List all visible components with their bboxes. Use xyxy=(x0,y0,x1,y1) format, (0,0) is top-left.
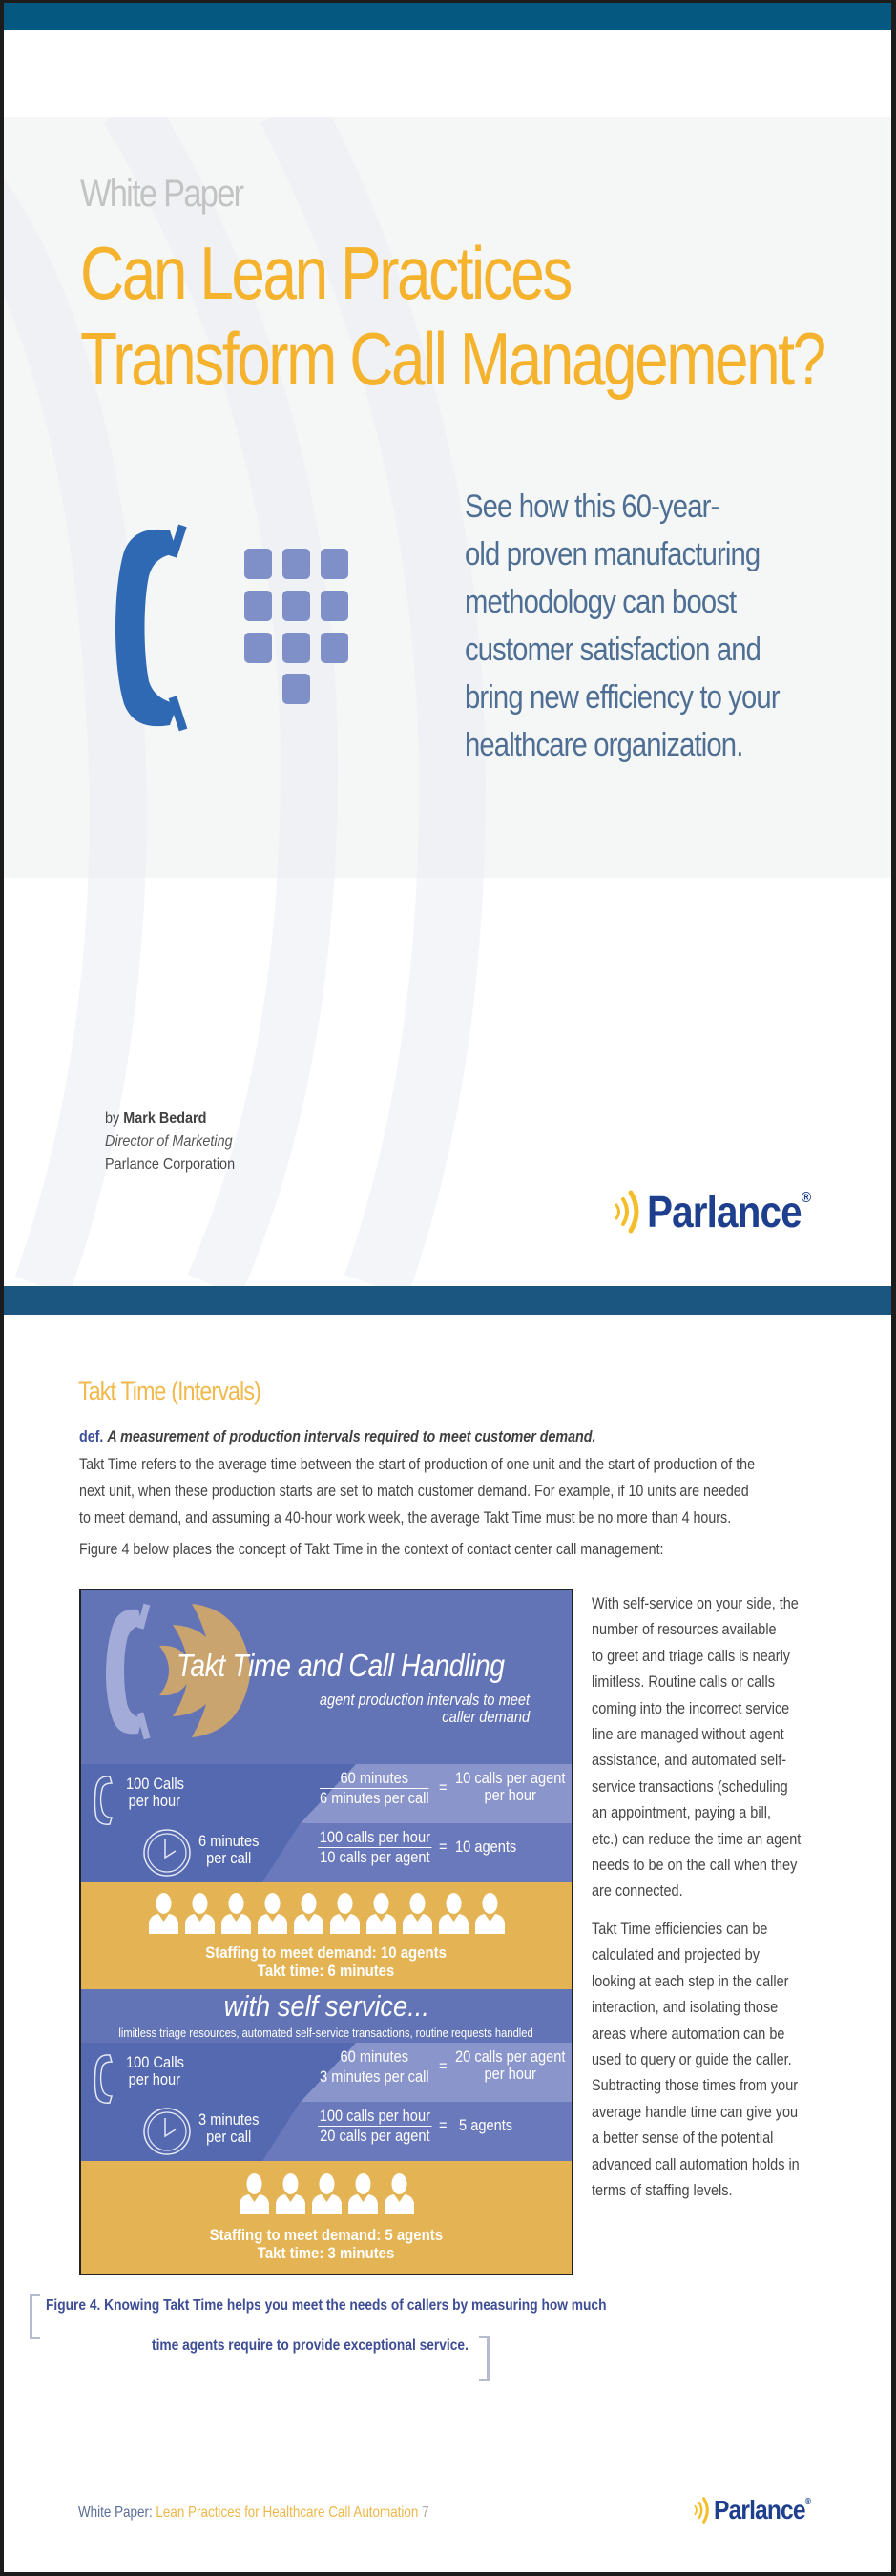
tagline-line: See how this 60-year- xyxy=(465,488,719,525)
equation-calls-per-agent: 60 minutes 3 minutes per call xyxy=(320,2047,429,2086)
side-paragraph-2: Takt Time efficiencies can be calculated and projected by looking at each step in the caller interaction, and isolating those areas where automation can be used to query or guide the caller. Subtracting those times from your average handle time can give you a better sense of the potential advanced call automation holds in terms of staffing levels. xyxy=(592,1920,800,2200)
footer-title: Lean Practices for Healthcare Call Automation xyxy=(156,2504,419,2521)
author-byline xyxy=(105,1108,235,1176)
document-type-label: White Paper xyxy=(80,173,243,215)
caption-line-1: Figure 4. Knowing Takt Time helps you meet the needs of callers by measuring how much xyxy=(46,2297,607,2314)
equation-agents-needed: 100 calls per hour 10 calls per agent xyxy=(319,1828,430,1866)
equals-sign: = xyxy=(439,1838,448,1856)
author-company: Parlance Corporation xyxy=(105,1156,236,1173)
phone-outline-icon xyxy=(93,1774,121,1827)
definition-text: A measurement of production intervals required to meet customer demand. xyxy=(107,1427,596,1445)
agent-person-icon xyxy=(183,1892,217,1934)
takt-time-infographic xyxy=(79,1589,573,2275)
caption-bracket-right xyxy=(479,2336,490,2381)
agent-person-icon xyxy=(437,1892,470,1934)
agents-result: 10 agents xyxy=(455,1838,517,1856)
handle-time-label: 3 minutes per call xyxy=(198,2110,260,2146)
parlance-logo xyxy=(613,1186,833,1237)
sound-waves-icon xyxy=(693,2496,714,2524)
agents-row xyxy=(81,2172,572,2214)
cover-title-line-2: Transform Call Management? xyxy=(80,317,824,401)
staffing-summary: Staffing to meet demand: 5 agents Takt time: 3 minutes xyxy=(209,2226,444,2262)
standard-staffing-panel xyxy=(81,1882,572,1989)
equals-sign: = xyxy=(439,2116,448,2134)
tagline-line: customer satisfaction and xyxy=(465,632,761,668)
section-heading: Takt Time (Intervals) xyxy=(78,1377,260,1405)
phone-handset-icon xyxy=(111,523,197,733)
parlance-logo-footer xyxy=(693,2495,823,2525)
tagline-line: old proven manufacturing xyxy=(465,536,761,572)
self-service-title: with self service... xyxy=(223,1989,429,2023)
body-line: next unit, when these production starts are set to match customer demand. For example, if 10 units are needed xyxy=(79,1482,749,1500)
agent-person-icon xyxy=(401,1892,434,1934)
cover-tagline xyxy=(465,483,850,769)
keypad-icon xyxy=(244,549,357,711)
agents-result: 5 agents xyxy=(459,2116,513,2134)
logo-wordmark: Parlance® xyxy=(647,1187,811,1236)
agent-person-icon xyxy=(219,1892,253,1934)
body-line: Takt Time refers to the average time between the start of production of one unit and the start of production of the xyxy=(79,1455,756,1473)
cover-title xyxy=(80,230,824,402)
equation-calls-per-agent: 60 minutes 6 minutes per call xyxy=(320,1769,429,1807)
equation-agents-needed: 100 calls per hour 20 calls per agent xyxy=(319,2107,430,2145)
byline-prefix: by xyxy=(105,1111,124,1127)
author-name: Mark Bedard xyxy=(123,1111,207,1127)
equals-sign: = xyxy=(439,2057,448,2075)
self-service-staffing-panel xyxy=(81,2161,572,2275)
caption-line-2: time agents require to provide exceptional service. xyxy=(152,2337,469,2354)
body-line: to meet demand, and assuming a 40-hour work week, the average Takt Time must be no more than 4 hours. xyxy=(79,1508,732,1527)
staffing-summary: Staffing to meet demand: 10 agents Takt time: 6 minutes xyxy=(205,1943,448,1980)
sound-waves-icon xyxy=(613,1190,647,1234)
agent-person-icon xyxy=(274,2172,307,2214)
clock-icon xyxy=(141,1827,193,1879)
agent-person-icon xyxy=(292,1892,325,1934)
page-number: 7 xyxy=(422,2504,429,2521)
agent-person-icon xyxy=(365,1892,398,1934)
infographic-subtitle: agent production intervals to meet caller demand xyxy=(319,1691,530,1726)
definition xyxy=(79,1427,595,1446)
body-paragraph xyxy=(79,1451,833,1531)
calls-per-hour-label: 100 Calls per hour xyxy=(126,1775,184,1810)
calls-per-agent-result: 10 calls per agent per hour xyxy=(455,1769,566,1804)
cover-title-line-1: Can Lean Practices xyxy=(80,231,571,315)
author-role: Director of Marketing xyxy=(105,1133,233,1150)
definition-label: def. xyxy=(79,1427,104,1445)
agent-person-icon xyxy=(310,2172,344,2214)
self-service-banner xyxy=(81,1989,572,2041)
logo-wordmark: Parlance® xyxy=(714,2495,811,2524)
handle-time-label: 6 minutes per call xyxy=(198,1832,260,1867)
tagline-line: bring new efficiency to your xyxy=(465,679,780,716)
agent-person-icon xyxy=(256,1892,289,1934)
footer-prefix: White Paper: xyxy=(78,2504,156,2521)
agent-person-icon xyxy=(328,1892,362,1934)
agent-person-icon xyxy=(346,2172,380,2214)
caption-bracket-left xyxy=(30,2294,40,2339)
agent-person-icon xyxy=(473,1892,507,1934)
agent-person-icon xyxy=(238,2172,271,2214)
tagline-line: healthcare organization. xyxy=(465,727,743,763)
standard-calculation-panel xyxy=(81,1764,572,1882)
document-page xyxy=(4,3,891,2572)
figure-intro: Figure 4 below places the concept of Takt Time in the context of contact center call management: xyxy=(79,1540,664,1558)
calls-per-agent-result: 20 calls per agent per hour xyxy=(455,2047,566,2083)
self-service-subtitle: limitless triage resources, automated self-service transactions, routine requests handled xyxy=(118,2025,534,2040)
infographic-title: Takt Time and Call Handling xyxy=(177,1648,505,1683)
agents-row xyxy=(81,1892,572,1934)
self-service-calculation-panel xyxy=(81,2043,572,2161)
agent-person-icon xyxy=(383,2172,416,2214)
page-divider-band xyxy=(4,1286,891,1315)
page-footer xyxy=(78,2504,429,2522)
clock-icon xyxy=(141,2106,193,2157)
top-brand-bar xyxy=(4,3,891,30)
calls-per-hour-label: 100 Calls per hour xyxy=(126,2053,184,2088)
agent-person-icon xyxy=(147,1892,180,1934)
phone-outline-icon xyxy=(93,2052,121,2106)
tagline-line: methodology can boost xyxy=(465,584,737,620)
side-paragraph-1: With self-service on your side, the number of resources available to greet and triage calls is nearly limitless. Routine calls or calls coming into the incorrect service line are managed without agent assistance, and automated self- service transactions (scheduling an appointment, paying a bill, etc.) can reduce the time an agent needs to be on the call when they are connected. xyxy=(592,1594,802,1901)
equals-sign: = xyxy=(439,1778,448,1797)
